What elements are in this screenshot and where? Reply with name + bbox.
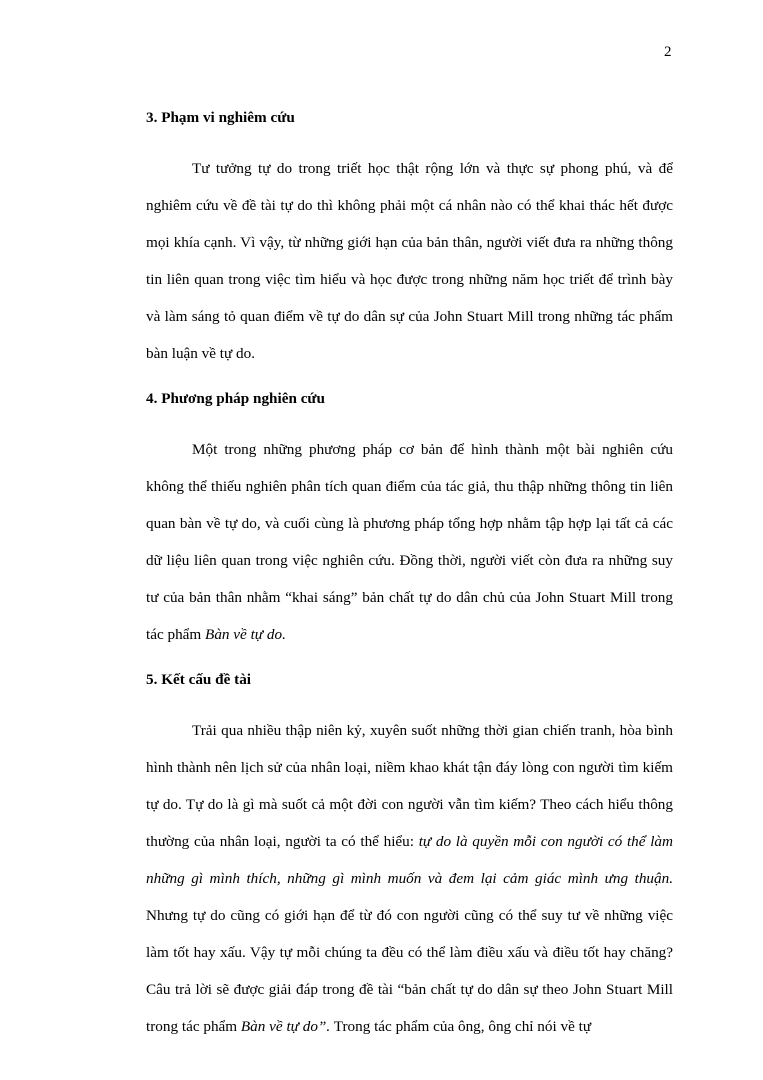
section-heading-structure: 5. Kết cấu đề tài — [146, 671, 252, 688]
page-number: 2 — [664, 44, 672, 60]
section-heading-method: 4. Phương pháp nghiên cứu — [146, 390, 325, 407]
book-title-italic: Bàn về tự do”. — [240, 1018, 331, 1035]
document-body — [146, 107, 673, 1045]
paragraph-text: Trong tác phẩm của ông, ông chỉ nói về tự — [330, 1018, 592, 1035]
section-paragraph-structure — [146, 712, 673, 1045]
paragraph-text: Một trong những phương pháp cơ bản để hình thành một bài nghiên cứu không thể thiếu nghiên phân tích quan điểm của tác giả, thu thập những thông tin liên quan bàn về tự do, và cuối cùng là phương pháp tổng hợp nhằm tập hợp lại tất cả các dữ liệu liên quan trong việc nghiên cứu. Đồng thời, người viết còn đưa ra những suy tư của bản thân nhằm “khai sáng” bản chất tự do dân chủ của John Stuart Mill trong tác phẩm — [146, 441, 673, 643]
section-heading-scope: 3. Phạm vi nghiêm cứu — [146, 109, 295, 126]
book-title-italic: Bàn về tự do. — [205, 626, 286, 643]
section-paragraph-method — [146, 431, 673, 653]
paragraph-text: Trải qua nhiều thập niên kỷ, xuyên suốt những thời gian chiến tranh, hòa bình hình thành nên lịch sử của nhân loại, niềm khao khát tận đáy lòng con người tìm kiếm tự do. Tự do là gì mà suốt cả một đời con người vẫn tìm kiếm? Theo cách hiểu thông thường của nhân loại, người ta có thể hiểu: — [146, 722, 673, 850]
paragraph-text: Nhưng tự do cũng có giới hạn để từ đó con người cũng có thể suy tư về những việc làm tốt hay xấu. Vậy tự mỗi chúng ta đều có thể làm điều xấu và điều tốt hay chăng? Câu trả lời sẽ được giải đáp trong đề tài “bản chất tự do dân sự theo John Stuart Mill trong tác phẩm — [146, 907, 673, 1035]
definition-italic: tự do là quyền mỗi con người có thể làm những gì mình thích, những gì mình muốn và đem lại cảm giác mình ưng thuận. — [146, 833, 673, 887]
section-paragraph-scope: Tư tưởng tự do trong triết học thật rộng lớn và thực sự phong phú, và để nghiêm cứu về đề tài tự do thì không phải một cá nhân nào có thể khai thác hết được mọi khía cạnh. Vì vậy, từ những giới hạn của bản thân, người viết đưa ra những thông tin liên quan trong việc tìm hiểu và học được trong những năm học triết để trình bày và làm sáng tỏ quan điểm về tự do dân sự của John Stuart Mill trong những tác phẩm bàn luận về tự do. — [146, 160, 673, 362]
